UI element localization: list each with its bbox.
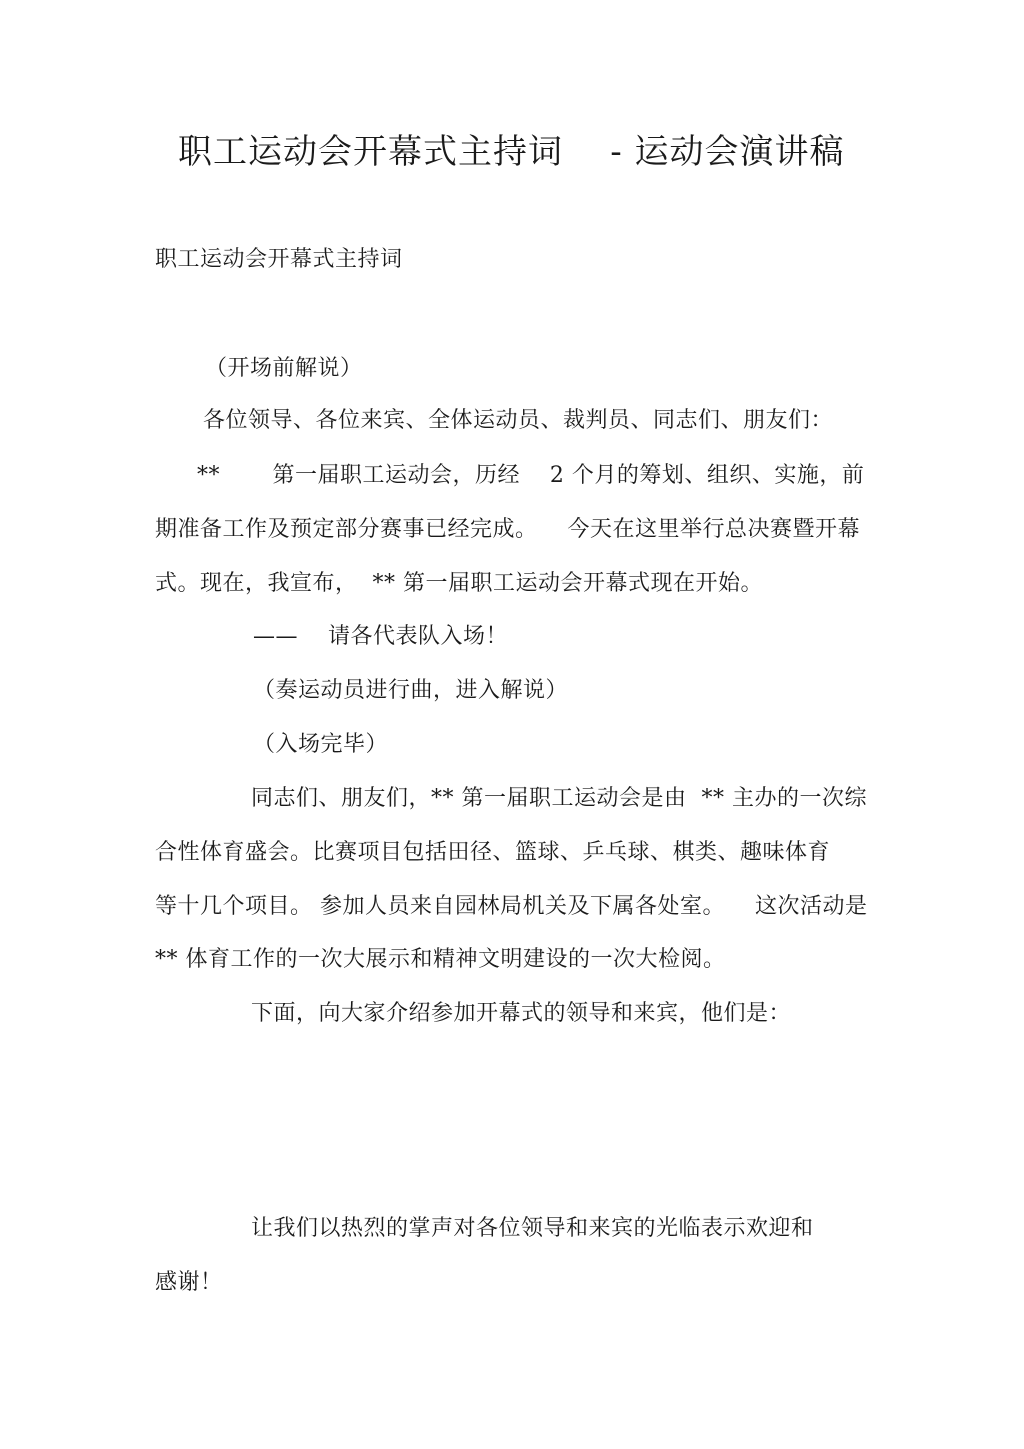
paragraph-line: 下面，向大家介绍参加开幕式的领导和来宾，他们是： — [251, 1001, 792, 1026]
paragraph-line: 期准备工作及预定部分赛事已经完成。 今天在这里举行总决赛暨开幕 — [155, 517, 860, 542]
paragraph-line: 让我们以热烈的掌声对各位领导和来宾的光临表示欢迎和 — [251, 1216, 814, 1241]
paragraph-line: 合性体育盛会。比赛项目包括田径、篮球、乒乓球、棋类、趣味体育 — [155, 840, 831, 865]
paragraph-line: 等十几个项目。 参加人员来自园林局机关及下属各处室。 这次活动是 — [155, 894, 868, 919]
paragraph-line: ** 体育工作的一次大展示和精神文明建设的一次大检阅。 — [155, 947, 726, 972]
document-title: 职工运动会开幕式主持词 - 运动会演讲稿 — [178, 132, 845, 172]
paragraph-line: （入场完毕） — [253, 732, 389, 757]
paragraph-line: 各位领导、各位来宾、全体运动员、裁判员、同志们、朋友们： — [203, 408, 834, 433]
paragraph-line: 感谢！ — [155, 1270, 223, 1295]
paragraph-line: 同志们、朋友们，** 第一届职工运动会是由 ** 主办的一次综 — [251, 786, 867, 811]
paragraph-line: 式。现在，我宣布， ** 第一届职工运动会开幕式现在开始。 — [155, 571, 763, 596]
paragraph-line: （开场前解说） — [205, 356, 363, 381]
paragraph-line: （奏运动员进行曲，进入解说） — [253, 678, 569, 703]
paragraph-line: —— 请各代表队入场！ — [253, 624, 508, 649]
paragraph-line: ** 第一届职工运动会，历经 2 个月的筹划、组织、实施，前 — [197, 463, 865, 488]
document-subtitle: 职工运动会开幕式主持词 — [155, 247, 403, 272]
